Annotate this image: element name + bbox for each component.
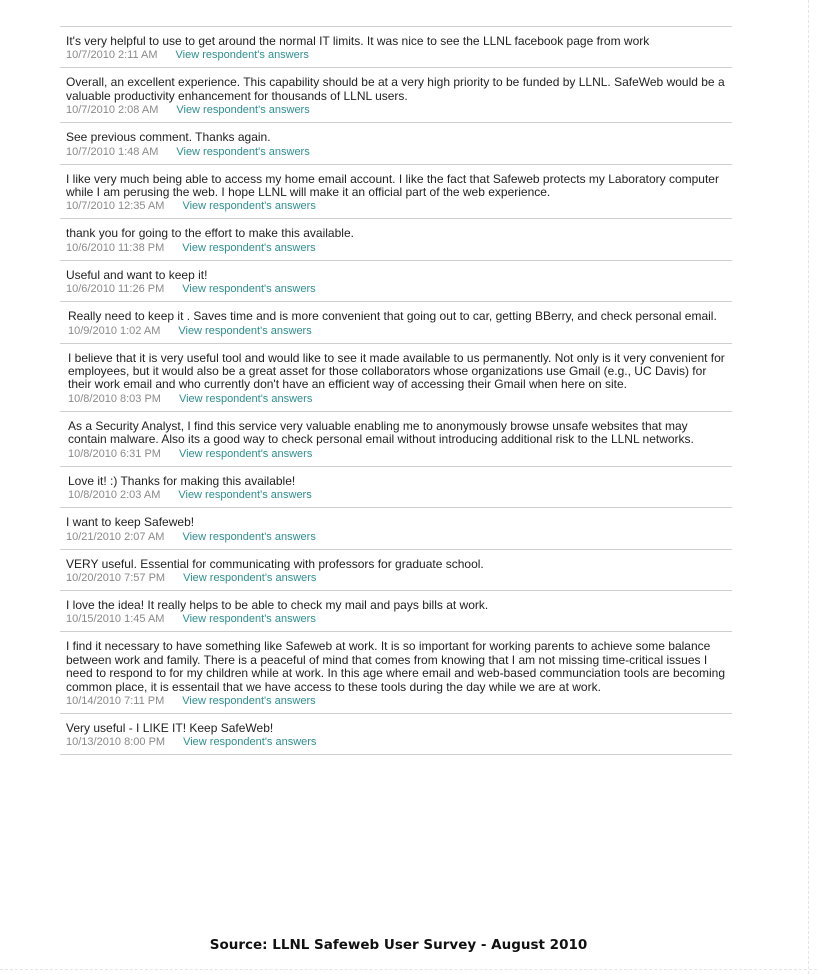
response-meta	[66, 572, 726, 585]
response-timestamp: 10/14/2010 7:11 PM	[66, 694, 165, 707]
response-meta	[66, 49, 726, 62]
response-item	[60, 467, 732, 508]
response-text: Very useful - I LIKE IT! Keep SafeWeb!	[66, 720, 274, 735]
response-meta	[66, 104, 726, 117]
view-respondent-answers-link[interactable]: View respondent's answers	[175, 49, 309, 62]
response-text: See previous comment. Thanks again.	[66, 130, 271, 145]
response-meta	[66, 531, 726, 544]
response-text: VERY useful. Essential for communicating with professors for graduate school.	[66, 556, 484, 571]
response-timestamp: 10/21/2010 2:07 AM	[66, 530, 165, 543]
response-text: I want to keep Safeweb!	[66, 515, 195, 530]
response-text: Useful and want to keep it!	[66, 267, 208, 282]
response-item	[60, 27, 732, 68]
response-timestamp: 10/15/2010 1:45 AM	[66, 613, 165, 626]
view-respondent-answers-link[interactable]: View respondent's answers	[183, 571, 317, 584]
response-text: I believe that it is very useful tool and would like to see it made available to us permanently. Not only is it very convenient for employees, but it would also be a great asset for those collaborators whose organizations use Gmail (e.g., UC Davis) for their work email and who currently don't have an efficient way of accessing their Gmail when here on site.	[68, 350, 725, 392]
response-item	[60, 302, 732, 343]
response-meta	[66, 146, 726, 159]
response-meta	[68, 325, 726, 338]
response-timestamp: 10/8/2010 6:31 PM	[68, 447, 161, 460]
response-item	[60, 508, 732, 549]
response-meta	[66, 736, 726, 749]
response-timestamp: 10/6/2010 11:26 PM	[66, 283, 165, 296]
view-respondent-answers-link[interactable]: View respondent's answers	[176, 145, 310, 158]
response-item	[60, 68, 732, 123]
right-border-rule	[808, 0, 809, 974]
response-item	[60, 714, 732, 755]
response-item	[60, 123, 732, 164]
response-text: I love the idea! It really helps to be able to check my mail and pays bills at work.	[66, 597, 489, 612]
response-timestamp: 10/7/2010 2:08 AM	[66, 104, 159, 117]
response-item	[60, 591, 732, 632]
response-item	[60, 165, 732, 220]
view-respondent-answers-link[interactable]: View respondent's answers	[183, 736, 317, 749]
response-text: thank you for going to the effort to make this available.	[66, 226, 354, 241]
response-item	[60, 261, 732, 302]
response-text: Love it! :) Thanks for making this available!	[68, 473, 296, 488]
view-respondent-answers-link[interactable]: View respondent's answers	[182, 283, 316, 296]
response-meta	[66, 283, 726, 296]
response-timestamp: 10/7/2010 1:48 AM	[66, 145, 159, 158]
view-respondent-answers-link[interactable]: View respondent's answers	[182, 694, 316, 707]
response-timestamp: 10/13/2010 8:00 PM	[66, 736, 166, 749]
view-respondent-answers-link[interactable]: View respondent's answers	[182, 200, 316, 213]
view-respondent-answers-link[interactable]: View respondent's answers	[178, 392, 313, 405]
response-item	[60, 344, 732, 412]
response-meta	[66, 242, 726, 255]
view-respondent-answers-link[interactable]: View respondent's answers	[182, 241, 316, 254]
response-meta	[66, 200, 726, 213]
response-list	[60, 26, 732, 755]
view-respondent-answers-link[interactable]: View respondent's answers	[178, 447, 313, 460]
response-meta	[68, 489, 726, 502]
response-text: Overall, an excellent experience. This capability should be at a very high priority to be funded by LLNL. SafeWeb would be a valuable productivity enhancement for thousands of LLNL users.	[66, 75, 725, 103]
response-timestamp: 10/6/2010 11:38 PM	[66, 241, 165, 254]
response-text: Really need to keep it . Saves time and is more convenient that going out to car, getting BBerry, and check personal email.	[68, 309, 717, 324]
response-item	[60, 550, 732, 591]
response-timestamp: 10/9/2010 1:02 AM	[68, 324, 161, 337]
response-meta	[66, 695, 726, 708]
response-text: As a Security Analyst, I find this service very valuable enabling me to anonymously browse unsafe websites that may contain malware. Also its a good way to check personal email without introducing additional risk to the LLNL networks.	[68, 418, 694, 447]
response-timestamp: 10/20/2010 7:57 PM	[66, 571, 166, 584]
response-timestamp: 10/7/2010 2:11 AM	[66, 49, 158, 62]
response-item	[60, 632, 732, 714]
view-respondent-answers-link[interactable]: View respondent's answers	[178, 489, 312, 502]
response-timestamp: 10/8/2010 8:03 PM	[68, 392, 161, 405]
view-respondent-answers-link[interactable]: View respondent's answers	[182, 530, 316, 543]
response-text: I like very much being able to access my home email account. I like the fact that Safeweb protects my Laboratory computer while I am perusing the web. I hope LLNL will make it an official part of the web experience.	[66, 171, 719, 200]
response-item	[60, 412, 732, 467]
response-text: It's very helpful to use to get around the normal IT limits. It was nice to see the LLNL facebook page from work	[66, 34, 650, 48]
view-respondent-answers-link[interactable]: View respondent's answers	[182, 613, 316, 626]
bottom-border-rule	[0, 969, 817, 970]
response-item	[60, 219, 732, 260]
response-timestamp: 10/7/2010 12:35 AM	[66, 200, 165, 213]
response-timestamp: 10/8/2010 2:03 AM	[68, 489, 161, 502]
source-caption: Source: LLNL Safeweb User Survey - August 2010	[209, 937, 588, 953]
view-respondent-answers-link[interactable]: View respondent's answers	[178, 324, 312, 337]
response-meta	[68, 448, 726, 461]
response-meta	[66, 613, 726, 626]
response-text: I find it necessary to have something like Safeweb at work. It is so important for working parents to achieve some balance between work and family. There is a peaceful of mind that comes from knowing that I am not missing time-critical issues I need to respond to for my children while at work. In this age where email and web-based communciation tools are becoming common place, it is essentail that we have access to these tools during the day while we are at work.	[66, 639, 726, 694]
response-meta	[68, 393, 726, 406]
view-respondent-answers-link[interactable]: View respondent's answers	[176, 104, 310, 117]
